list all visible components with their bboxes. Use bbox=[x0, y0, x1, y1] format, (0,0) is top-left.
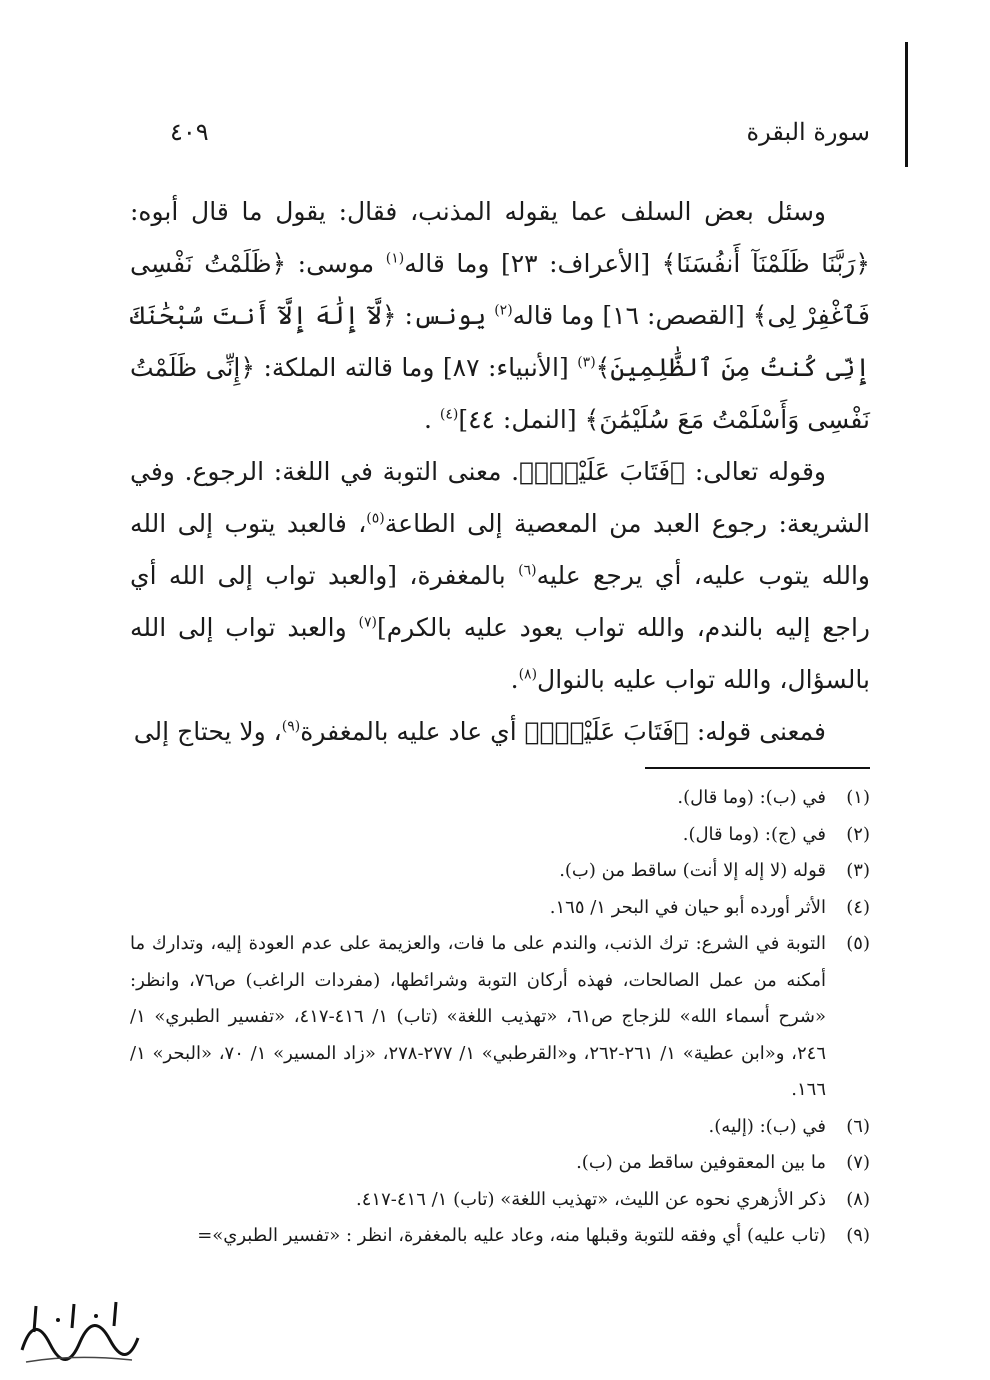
main-text bbox=[130, 186, 870, 758]
text-run: فمعنى قوله: bbox=[688, 717, 826, 746]
footnote-ref: (٦) bbox=[518, 562, 537, 579]
footnote-number: (٢) bbox=[846, 823, 870, 845]
quran-verse: ﴿رَبَّنَا ظَلَمْنَآ أَنفُسَنَا﴾ bbox=[661, 249, 871, 278]
binding-line bbox=[905, 42, 908, 167]
quran-verse: ﴿لَّآ إِلَٰهَ إِلَّآ أَنتَ سُبْحَٰنَكَ إِنِّى كُنتُ مِنَ ٱلظَّٰلِمِينَ﴾ bbox=[130, 301, 870, 382]
footnote-3 bbox=[130, 853, 870, 890]
footnote-text: التوبة في الشرع: ترك الذنب، والندم على ما فات، والعزيمة على عدم العودة إليه، وتدارك ما أمكنه من عمل الصالحات، فهذه أركان التوبة وشرائطها، (مفردات الراغب) ص٧٦، وانظر: «شرح أسماء الله» للزجاج ص٦١، «تهذيب اللغة» (تاب) ١/ ٤١٦-٤١٧، «تفسير الطبري» ١/ ٢٤٦، و«ابن عطية» ١/ ٢٦١-٢٦٢، و«القرطبي» ١/ ٢٧٧-٢٧٨، «زاد المسير» ١/ ٧٠، «البحر» ١/ ١٦٦. bbox=[130, 933, 827, 1100]
footnote-ref: (٧) bbox=[358, 614, 377, 631]
footnote-ref: (٢) bbox=[494, 302, 513, 319]
page-header bbox=[170, 112, 870, 152]
footnote-text: ذكر الأزهري نحوه عن الليث، «تهذيب اللغة» (تاب) ١/ ٤١٦-٤١٧. bbox=[356, 1188, 826, 1210]
footnote-ref: (٨) bbox=[518, 666, 538, 683]
footnote-number: (٤) bbox=[846, 896, 870, 918]
footnote-text: ما بين المعقوفين ساقط من (ب). bbox=[576, 1152, 826, 1173]
footnote-text: في (ب): (إليه). bbox=[708, 1115, 826, 1137]
footnote-number: (٥) bbox=[846, 933, 870, 954]
text-run: والعبد تواب إلى الله بالسؤال، والله تواب عليه بالنوال bbox=[130, 613, 870, 694]
text-run: [النمل: ٤٤] bbox=[458, 405, 585, 434]
text-run: . معنى التوبة في اللغة: الرجوع. وفي الشريعة: رجوع العبد من المعصية إلى الطاعة bbox=[130, 457, 870, 538]
footnotes bbox=[130, 780, 870, 1255]
footnote-ref: (٩) bbox=[281, 718, 301, 735]
footnote-separator bbox=[645, 767, 870, 769]
quran-verse: ﴿فَتَابَ عَلَيْهِۚ﴾ bbox=[519, 457, 686, 486]
logo-graphic bbox=[14, 1292, 144, 1372]
footnote-6 bbox=[130, 1109, 870, 1146]
text-run: أي عاد عليه بالمغفرة bbox=[300, 717, 525, 746]
footnote-ref: (٤) bbox=[439, 406, 459, 423]
footnote-4 bbox=[130, 890, 870, 927]
text-run: [القصص: ١٦] وما قاله bbox=[512, 301, 753, 330]
text-run: بالمغفرة، [والعبد تواب إلى الله أي راجع إليه بالندم، والله تواب يعود عليه بالكرم] bbox=[130, 561, 870, 642]
paragraph-1 bbox=[130, 186, 870, 446]
footnote-text: قوله (لا إله إلا أنت) ساقط من (ب). bbox=[559, 860, 826, 881]
footnote-number: (٣) bbox=[846, 860, 870, 881]
paragraph-2 bbox=[130, 446, 870, 706]
text-run: ، ولا يحتاج إلى bbox=[133, 717, 282, 746]
text-run: وقوله تعالى: bbox=[685, 457, 826, 486]
footnote-text: في (ب): (وما قال). bbox=[677, 787, 826, 808]
footnote-number: (٦) bbox=[846, 1115, 870, 1137]
footnote-ref: (١) bbox=[385, 250, 405, 267]
text-run: . bbox=[510, 665, 519, 694]
text-run: يونس: bbox=[396, 301, 495, 330]
text-run: . bbox=[423, 405, 440, 434]
footnote-number: (٨) bbox=[846, 1188, 870, 1210]
footnote-number: (١) bbox=[846, 787, 870, 808]
footnote-text: الأثر أورده أبو حيان في البحر ١/ ١٦٥. bbox=[549, 896, 826, 918]
footnote-ref: (٣) bbox=[577, 354, 596, 371]
footnote-text: (تاب عليه) أي وفقه للتوبة وقبلها منه، وعاد عليه بالمغفرة، انظر : «تفسير الطبري»= bbox=[197, 1225, 826, 1246]
text-run: وسئل بعض السلف عما يقوله المذنب، فقال: يقول ما قال أبوه: bbox=[130, 197, 826, 226]
footnote-number: (٧) bbox=[846, 1152, 870, 1173]
text-run: ، فالعبد يتوب إلى الله والله يتوب عليه، أي يرجع عليه bbox=[130, 509, 870, 590]
page-number: ٤٠٩ bbox=[170, 118, 209, 146]
text-run: [الأنبياء: ٨٧] وما قالته الملكة: bbox=[255, 353, 578, 382]
surah-title: سورة البقرة bbox=[746, 118, 870, 146]
footnote-8 bbox=[130, 1182, 870, 1219]
footnote-2 bbox=[130, 817, 870, 854]
footnote-1 bbox=[130, 780, 870, 817]
footnote-9 bbox=[130, 1218, 870, 1255]
footnote-number: (٩) bbox=[846, 1225, 870, 1246]
footnote-7 bbox=[130, 1145, 870, 1182]
quran-verse: ﴿ظَلَمْتُ نَفْسِى فَٱغْفِرْ لِى﴾ bbox=[130, 249, 871, 330]
paragraph-3 bbox=[130, 706, 870, 758]
text-run: موسى: bbox=[286, 249, 386, 278]
footnote-ref: (٥) bbox=[366, 510, 385, 527]
footnote-5 bbox=[130, 926, 870, 1109]
text-run: [الأعراف: ٢٣] وما قاله bbox=[404, 249, 662, 278]
footnote-text: في (ج): (وما قال). bbox=[682, 823, 826, 845]
quran-verse: ﴿فَتَابَ عَلَيْهِۚ﴾ bbox=[524, 717, 689, 746]
quran-verse: ﴿إِنِّى ظَلَمْتُ نَفْسِى وَأَسْلَمْتُ مَعَ سُلَيْمَٰنَ﴾ bbox=[130, 353, 870, 434]
publisher-logo bbox=[14, 1292, 144, 1372]
